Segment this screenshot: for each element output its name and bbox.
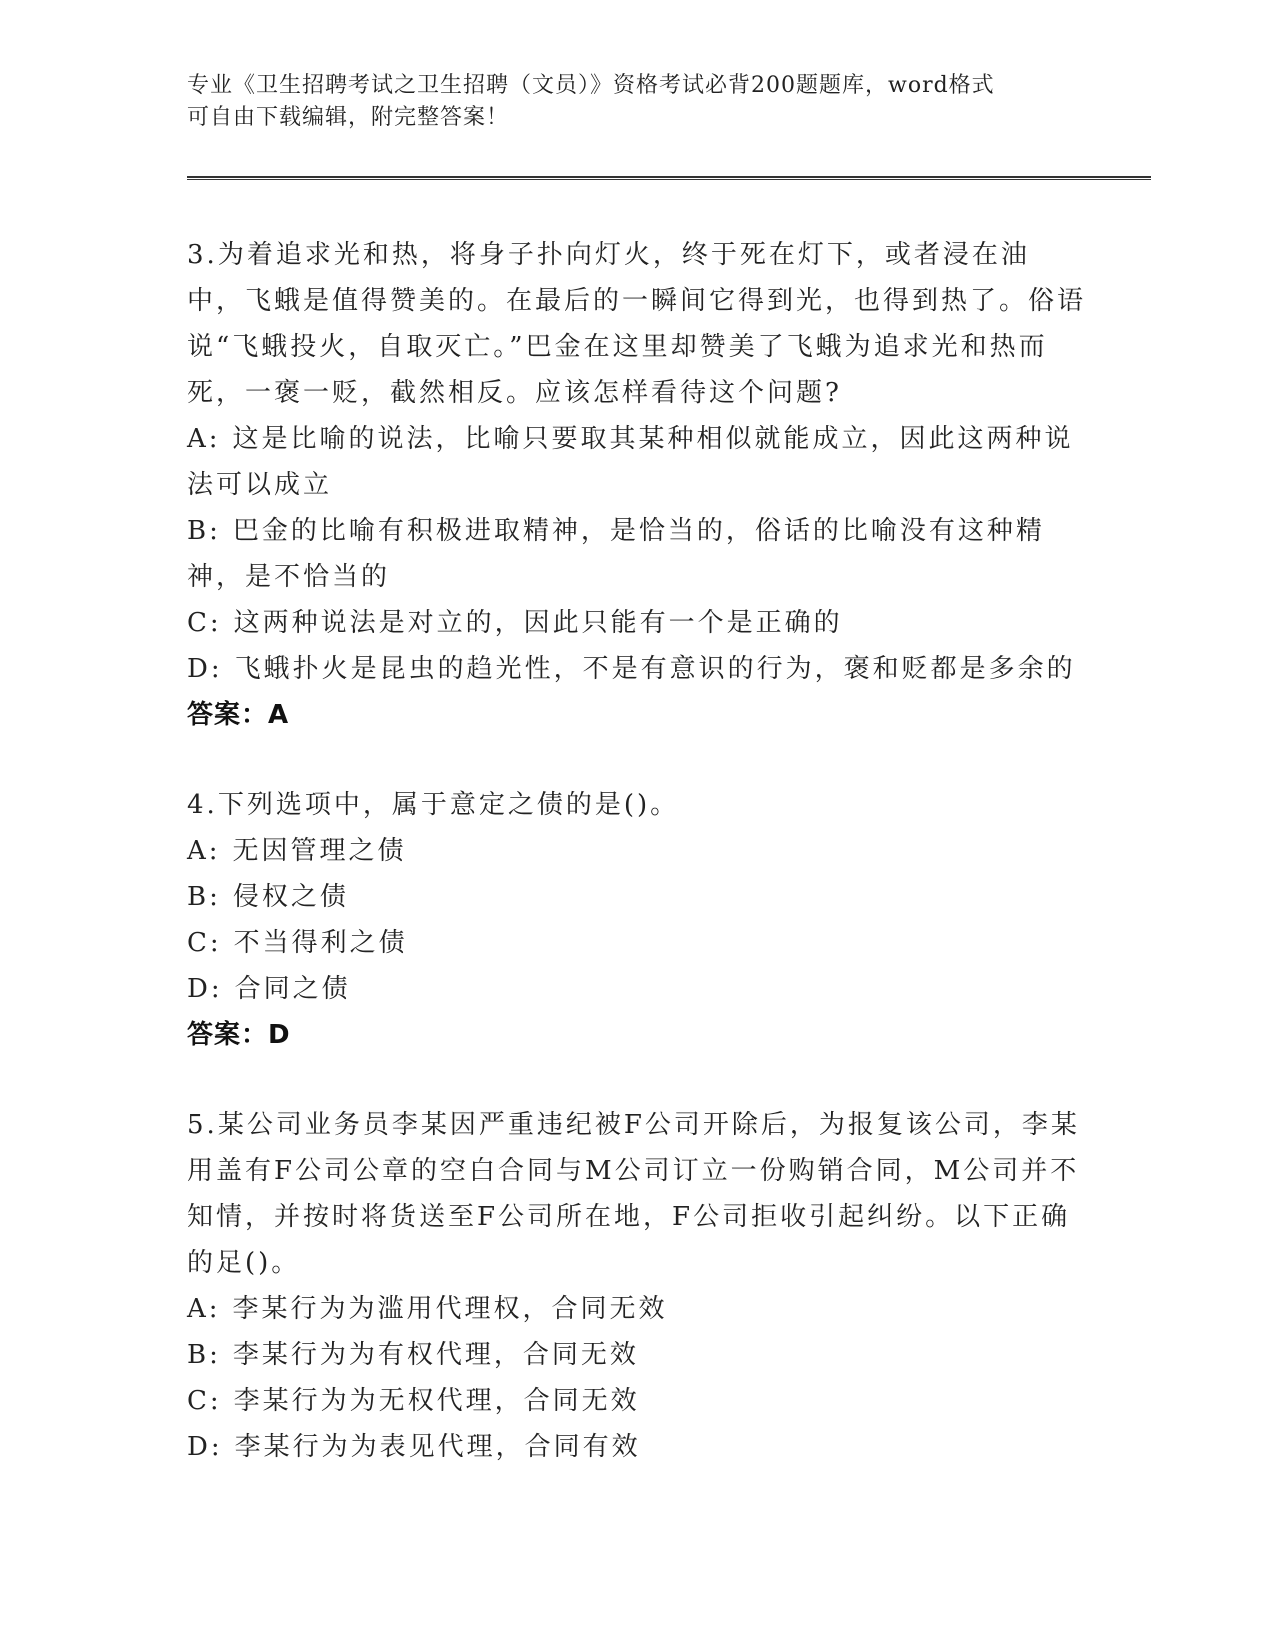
option-d [187,646,1087,692]
option-text: 这两种说法是对立的，因此只能有一个是正确的 [233,608,843,638]
option-text: 不当得利之债 [233,928,408,958]
option-c [187,920,1087,966]
option-text: 侵权之债 [232,882,349,912]
answer-value: A [268,700,290,730]
question-number: 5 . [187,1110,218,1140]
header-line-1: 专业《卫生招聘考试之卫生招聘（文员）》资格考试必背200题题库，word格式 [187,73,995,98]
option-key: A : [187,1294,233,1324]
answer-line [187,692,1087,738]
question-5 [187,1102,1087,1470]
question-text [187,1102,1087,1286]
question-list [187,232,1087,1514]
answer-label: 答案 ： [187,700,268,730]
question-number: 4 . [187,790,218,820]
answer-line [187,1012,1087,1058]
option-c [187,600,1087,646]
option-c [187,1378,1087,1424]
option-b [187,874,1087,920]
option-key: B : [187,1340,233,1370]
option-text: 合同之债 [234,974,351,1004]
option-text: 李某行为为表见代理，合同有效 [234,1432,641,1462]
option-a [187,1286,1087,1332]
option-a [187,416,1087,508]
option-key: C : [187,928,234,958]
question-text [187,782,1087,828]
option-key: A : [187,424,233,454]
option-text: 巴金的比喻有积极进取精神，是恰当的，俗话的比喻没有这种精神，是不恰当的 [187,516,1045,592]
option-d [187,1424,1087,1470]
option-text: 李某行为为无权代理，合同无效 [233,1386,640,1416]
answer-value: D [268,1020,291,1050]
option-text: 无因管理之债 [232,836,407,866]
option-key: C : [187,608,234,638]
question-stem: 下列选项中，属于意定之债的是()。 [217,790,680,820]
option-key: D : [187,974,235,1004]
option-key: B : [187,516,233,546]
option-b [187,1332,1087,1378]
option-text: 李某行为为滥用代理权，合同无效 [232,1294,668,1324]
option-key: C : [187,1386,234,1416]
question-3 [187,232,1087,738]
option-text: 飞蛾扑火是昆虫的趋光性，不是有意识的行为，褒和贬都是多余的 [234,654,1076,684]
document-header [187,70,1087,134]
question-4 [187,782,1087,1058]
question-stem: 为着追求光和热，将身子扑向灯火，终于死在灯下，或者浸在油中，飞蛾是值得赞美的。在最后的一瞬间它得到光，也得到热了。俗语说“飞蛾投火，自取灭亡。”巴金在这里却赞美了飞蛾为追求光和热而死，一褒一贬，截然相反。应该怎样看待这个问题? [187,240,1087,408]
question-text [187,232,1087,416]
header-divider [187,176,1151,180]
option-key: D : [187,1432,235,1462]
option-text: 李某行为为有权代理，合同无效 [232,1340,639,1370]
option-text: 这是比喻的说法，比喻只要取其某种相似就能成立，因此这两种说法可以成立 [187,424,1074,500]
option-b [187,508,1087,600]
question-stem: 某公司业务员李某因严重违纪被F公司开除后，为报复该公司，李某用盖有F公司公章的空白合同与M公司订立一份购销合同，M公司并不知情，并按时将货送至F公司所在地，F公司拒收引起纠纷。以下正确的足()。 [187,1110,1080,1278]
option-key: B : [187,882,233,912]
option-key: A : [187,836,233,866]
answer-label: 答案 ： [187,1020,268,1050]
question-number: 3 . [187,240,218,270]
option-d [187,966,1087,1012]
option-a [187,828,1087,874]
option-key: D : [187,654,235,684]
header-line-2: 可自由下载编辑，附完整答案！ [187,105,510,130]
